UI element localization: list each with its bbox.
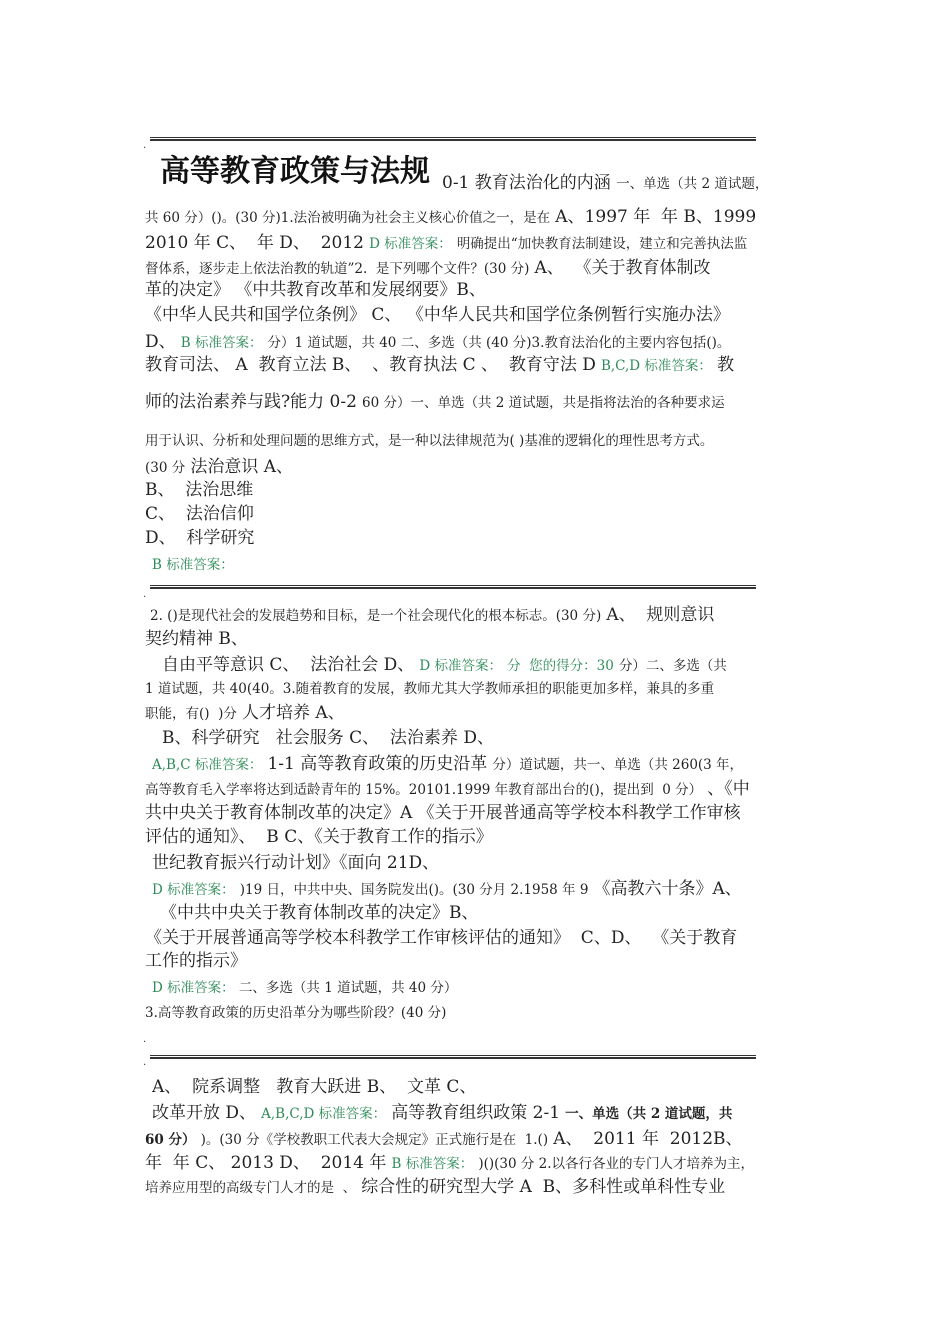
answer-label: D 标准答案： — [419, 658, 502, 674]
question-options: A、 《关于教育体制改 — [534, 258, 711, 278]
title-text: 高等教育政策与法规 — [160, 154, 430, 189]
bullet-dot: . — [143, 140, 147, 151]
option-text: D、 科学研究 — [145, 528, 255, 548]
text-line — [145, 452, 810, 477]
option-c — [145, 499, 810, 524]
answer-label: A,B,C 标准答案： — [152, 757, 263, 773]
question-text: 二、多选（共 1 道试题，共 40 分） — [238, 980, 458, 996]
text-line — [145, 1001, 810, 1021]
text-line — [145, 822, 810, 847]
text-line — [145, 228, 810, 253]
answer-label: A,B,C,D 标准答案： — [261, 1106, 387, 1122]
text-line — [152, 874, 817, 899]
text-line — [145, 1124, 810, 1149]
question-options: 年 年 C、 2013 D、 2014 年 — [145, 1153, 387, 1173]
question-options: 革的决定》 《中共教育改革和发展纲要》B、 — [145, 280, 486, 300]
question-options: A、 院系调整 教育大跃进 B、 文革 C、 — [152, 1077, 477, 1097]
document-title — [160, 146, 430, 190]
question-text: 督体系，逐步走上依法治教的轨道”2. 是下列哪个文件？(30 分) — [145, 261, 530, 277]
question-text: 分）道试题，共一、单选（共 260(3 年， — [492, 757, 744, 773]
question-options: 法治意识 A、 — [190, 457, 294, 477]
question-text: )。(30 分《学校教职工代表大会规定》正式施行是在 1.() — [200, 1132, 549, 1148]
question-text: 职能，有() )分 — [145, 706, 237, 722]
question-text: 高等教育毛入学率将达到适龄青年的 15%。20101.1999 年教育部出台的()，提出到 0 分） — [145, 782, 703, 798]
text-line — [145, 350, 810, 375]
text-line — [145, 798, 810, 823]
question-options: 评估的通知》、 B C、《关于教育工作的指示》 — [145, 827, 493, 847]
question-options: 2010 年 C、 年 D、 2012 — [145, 233, 364, 253]
question-text: 用于认识、分析和处理问题的思维方式，是一种以法律规范为( )基准的逻辑化的理性思考方式。 — [145, 433, 714, 449]
bullet-dot: . — [143, 1034, 147, 1045]
question-options: 自由平等意识 C、 法治社会 D、 — [162, 655, 415, 675]
question-text: 60 分）一、单选（共 2 道试题，共是指将法治的各种要求运 — [362, 395, 725, 411]
answer-label: B 标准答案： — [180, 335, 263, 351]
question-options: 《中华人民共和国学位条例》 C、 《中华人民共和国学位条例暂行实施办法》 — [145, 305, 730, 325]
question-options: 工作的指示》 — [145, 951, 247, 971]
text-line — [152, 1072, 817, 1097]
option-text: B、 法治思维 — [145, 480, 254, 500]
text-line — [145, 202, 810, 227]
question-text: )19 日，中共中央、国务院发出()。(30 分月 2.1958 年 9 — [239, 882, 589, 898]
section-divider — [150, 137, 756, 141]
question-options: 共中央关于教育体制改革的决定》A 《关于开展普通高等学校本科教学工作审核 — [145, 803, 741, 823]
question-text: 共 60 分）()。(30 分)1.法治被明确为社会主义核心价值之一，是在 — [145, 210, 551, 226]
question-text: 培养应用型的高级专门人才的是 、 — [145, 1180, 357, 1196]
question-text: 2. ()是现代社会的发展趋势和目标，是一个社会现代化的根本标志。(30 分) — [150, 608, 602, 624]
text-line — [152, 848, 817, 873]
text-line — [160, 898, 825, 923]
text-line — [145, 275, 810, 300]
heading-text: 0-1 教育法治化的内涵 — [442, 173, 611, 193]
question-options: A、1997 年 年 B、1999 — [555, 207, 757, 227]
text-line — [145, 327, 810, 352]
text-line — [152, 1098, 817, 1123]
section-divider — [150, 585, 756, 589]
question-text: 60 分） — [145, 1132, 196, 1148]
heading-text-2: 一、单选（共 2 道试题， — [616, 176, 769, 192]
section-divider — [150, 1055, 756, 1059]
text-line — [145, 677, 810, 697]
text-line — [145, 698, 810, 723]
section-heading-text: 师的法治素养与践?能力 0-2 — [145, 392, 357, 412]
answer-label: D 标准答案： — [369, 236, 452, 252]
answer-label: D 标准答案： — [152, 980, 235, 996]
text-line — [145, 387, 810, 412]
option-d — [145, 523, 810, 548]
question-text: (30 分 — [145, 460, 186, 476]
question-options: 世纪教育振兴行动计划》《面向 21D、 — [152, 853, 440, 873]
answer-line — [152, 553, 817, 573]
question-text: 分）二、多选（共 — [618, 658, 727, 674]
text-line — [162, 650, 827, 675]
question-options: 教育司法、 A 教育立法 B、 、教育执法 C 、 教育守法 D — [145, 355, 596, 375]
question-options: 、《中 — [707, 779, 750, 799]
question-text: 3.高等教育政策的历史沿革分为哪些阶段？(40 分) — [145, 1005, 447, 1021]
answer-label: D 标准答案： — [152, 882, 235, 898]
text-line — [152, 749, 817, 774]
text-line — [145, 429, 810, 449]
bullet-dot: . — [143, 1057, 147, 1068]
score-label: 分 您的得分：30 — [507, 658, 614, 674]
question-options: 《中共中央关于教育体制改革的决定》B、 — [160, 903, 479, 923]
question-text: 一、单选（共 2 道试题，共 — [565, 1106, 733, 1122]
bullet-dot: . — [143, 589, 147, 600]
question-options: 《高教六十条》A、 — [593, 879, 742, 899]
question-text: 明确提出“加快教育法制建设，建立和完善执法监 — [456, 236, 748, 252]
text-line — [145, 300, 810, 325]
question-text: 1 道试题，共 40(40。3.随着教育的发展，教师尤其大学教师承担的职能更加多样，兼具的多重 — [145, 681, 715, 697]
question-options: A、 2011 年 2012B、 — [553, 1129, 743, 1149]
answer-label: B,C,D 标准答案： — [600, 358, 712, 374]
section-heading — [442, 168, 812, 193]
text-line — [145, 923, 810, 948]
question-options: 《关于开展普通高等学校本科教学工作审核评估的通知》 C、D、 《关于教育 — [145, 928, 738, 948]
option-b — [145, 475, 810, 500]
text-line — [162, 723, 827, 748]
option-text: C、 法治信仰 — [145, 504, 254, 524]
text-line — [145, 774, 810, 799]
text-line — [145, 1148, 810, 1173]
question-options: A、 规则意识 — [606, 605, 715, 625]
question-options: D、 — [145, 332, 176, 352]
text-line — [152, 976, 817, 996]
text-line — [145, 946, 810, 971]
question-options: 综合性的研究型大学 A B、多科性或单科性专业 — [361, 1177, 726, 1197]
question-options: 契约精神 B、 — [145, 629, 248, 649]
answer-label: B 标准答案： — [391, 1156, 474, 1172]
question-options: 人才培养 A、 — [241, 703, 345, 723]
answer-label: B 标准答案： — [152, 557, 234, 573]
section-heading-text: 高等教育组织政策 2-1 — [391, 1103, 561, 1123]
question-options: 改革开放 D、 — [152, 1103, 257, 1123]
text-line — [145, 624, 810, 649]
question-text: )()(30 分 2.以各行各业的专门人才培养为主， — [478, 1156, 755, 1172]
text-line — [145, 1172, 810, 1197]
question-text: 教 — [717, 355, 735, 375]
question-text: 分）1 道试题，共 40 二、多选（共 (40 分)3.教育法治化的主要内容包括()。 — [267, 335, 731, 351]
text-line — [150, 600, 815, 625]
section-heading-text: 1-1 高等教育政策的历史沿革 — [267, 754, 488, 774]
question-options: B、科学研究 社会服务 C、 法治素养 D、 — [162, 728, 494, 748]
